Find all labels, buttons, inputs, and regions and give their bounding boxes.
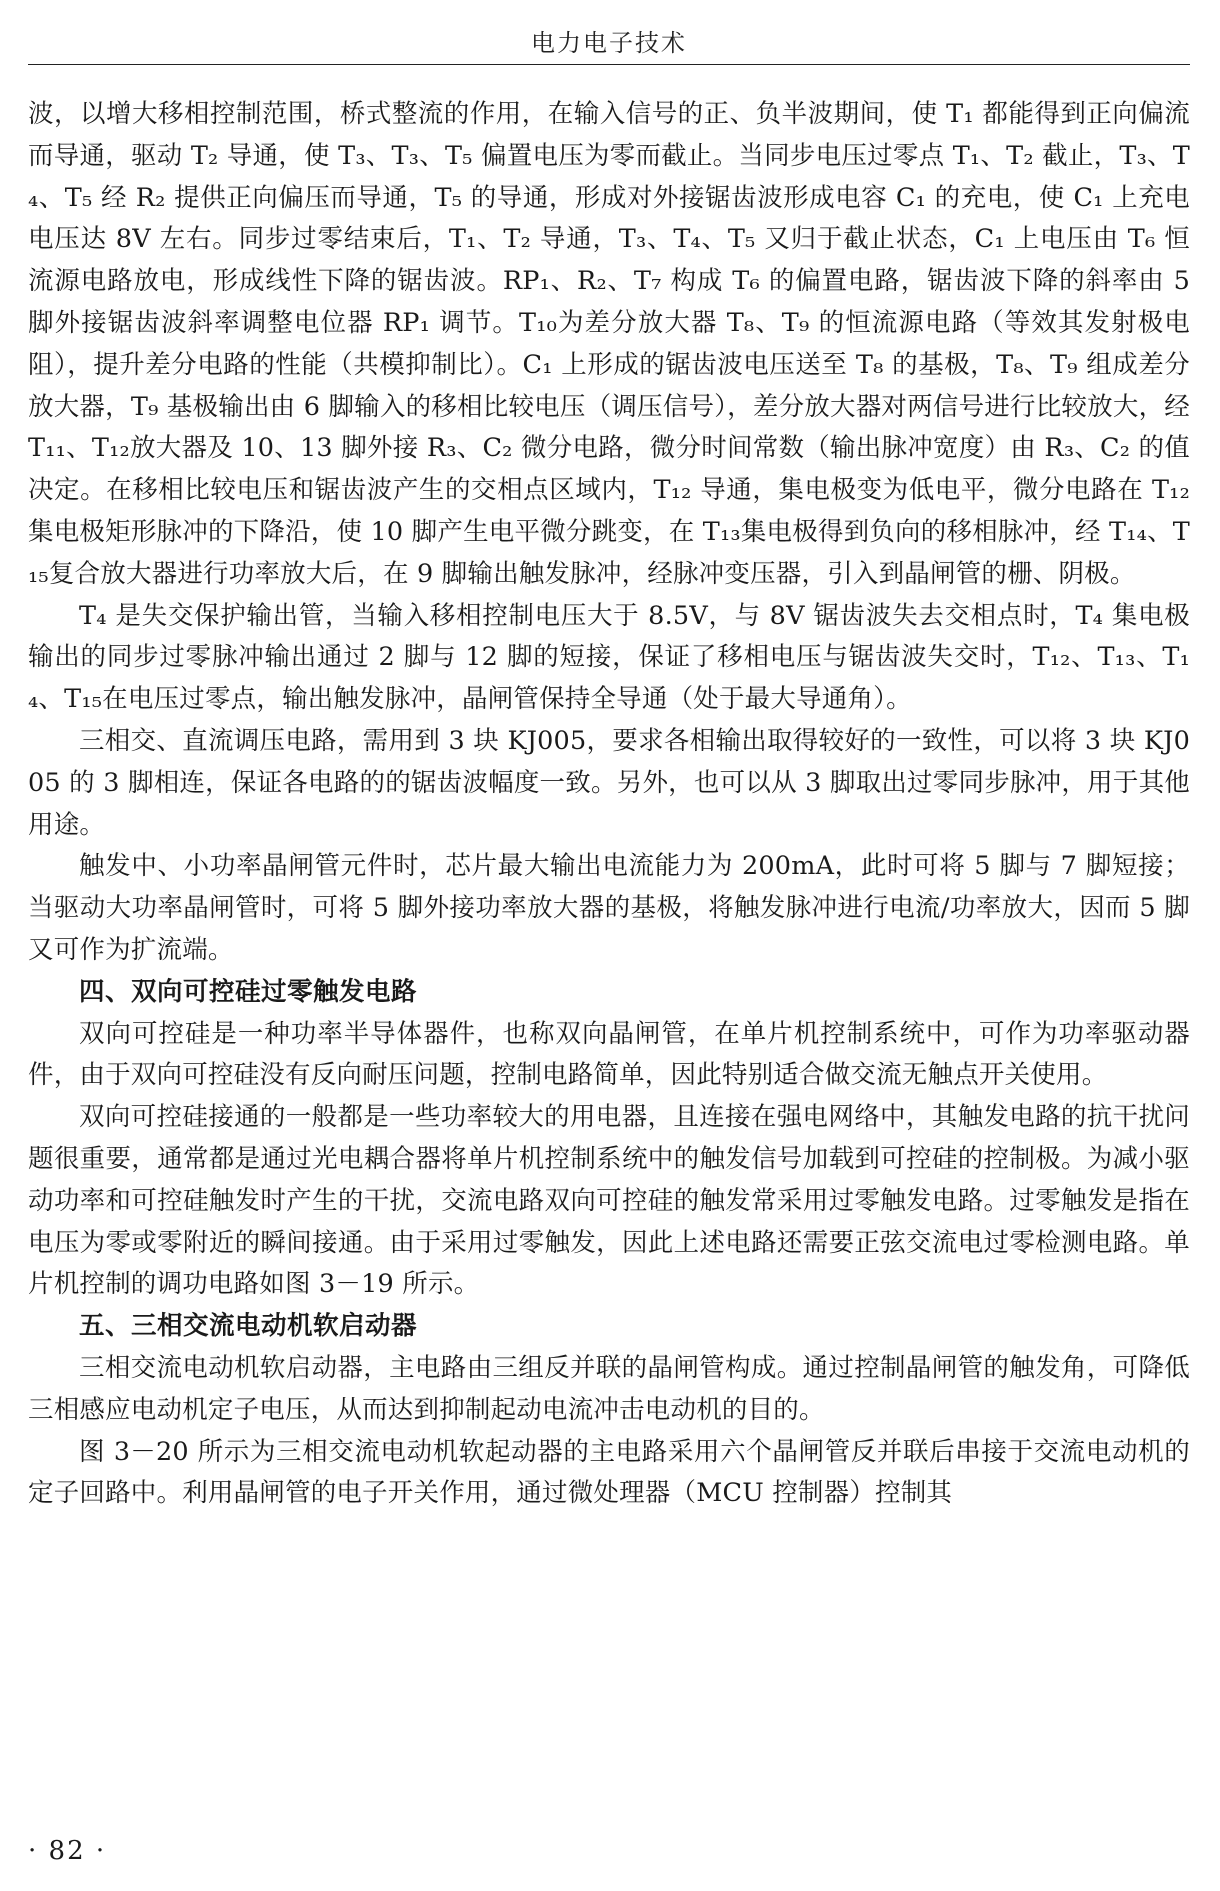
paragraph-three-phase-kj005: 三相交、直流调压电路，需用到 3 块 KJ005，要求各相输出取得较好的一致性，可以将 3 块 KJ005 的 3 脚相连，保证各电路的的锯齿波幅度一致。另外，也可以从 3 脚取出过零同步脉冲，用于其他用途。	[28, 725, 1190, 840]
paragraph-trigger-current: 触发中、小功率晶闸管元件时，芯片最大输出电流能力为 200mA，此时可将 5 脚与 7 脚短接；当驱动大功率晶闸管时，可将 5 脚外接功率放大器的基极，将触发脉冲进行电流/功率放大，因而 5 脚又可作为扩流端。	[28, 851, 1190, 965]
section-heading-soft-starter: 五、三相交流电动机软启动器	[79, 1311, 418, 1342]
paragraph-kj005-circuit-description: 波，以增大移相控制范围，桥式整流的作用，在输入信号的正、负半波期间，使 T₁ 都能得到正向偏流而导通，驱动 T₂ 导通，使 T₃、T₃、T₅ 偏置电压为零而截止。当同步电压过零点 T₁、T₂ 截止，T₃、T₄、T₅ 经 R₂ 提供正向偏压而导通，T₅ 的导通，形成对外接锯齿波形成电容 C₁ 的充电，使 C₁ 上充电电压达 8V 左右。同步过零结束后，T₁、T₂ 导通，T₃、T₄、T₅ 又归于截止状态，C₁ 上电压由 T₆ 恒流源电路放电，形成线性下降的锯齿波。RP₁、R₂、T₇ 构成 T₆ 的偏置电路，锯齿波下降的斜率由 5 脚外接锯齿波斜率调整电位器 RP₁ 调节。T₁₀为差分放大器 T₈、T₉ 的恒流源电路（等效其发射极电阻），提升差分电路的性能（共模抑制比）。C₁ 上形成的锯齿波电压送至 T₈ 的基极，T₈、T₉ 组成差分放大器，T₉ 基极输出由 6 脚输入的移相比较电压（调压信号），差分放大器对两信号进行比较放大，经 T₁₁、T₁₂放大器及 10、13 脚外接 R₃、C₂ 微分电路，微分时间常数（输出脉冲宽度）由 R₃、C₂ 的值决定。在移相比较电压和锯齿波产生的交相点区域内，T₁₂ 导通，集电极变为低电平，微分电路在 T₁₂集电极矩形脉冲的下降沿，使 10 脚产生电平微分跳变，在 T₁₃集电极得到负向的移相脉冲，经 T₁₄、T₁₅复合放大器进行功率放大后，在 9 脚输出触发脉冲，经脉冲变压器，引入到晶闸管的栅、阴极。	[28, 99, 1190, 589]
paragraph-triac-intro: 双向可控硅是一种功率半导体器件，也称双向晶闸管，在单片机控制系统中，可作为功率驱动器件，由于双向可控硅没有反向耐压问题，控制电路简单，因此特别适合做交流无触点开关使用。	[28, 1018, 1190, 1091]
paragraph-t4-protection: T₄ 是失交保护输出管，当输入移相控制电压大于 8.5V，与 8V 锯齿波失去交相点时，T₄ 集电极输出的同步过零脉冲输出通过 2 脚与 12 脚的短接，保证了移相电压与锯齿波失交时，T₁₂、T₁₃、T₁₄、T₁₅在电压过零点，输出触发脉冲，晶闸管保持全导通（处于最大导通角）。	[28, 600, 1190, 715]
running-header-title: 电力电子技术	[531, 29, 687, 57]
page-body	[28, 94, 1190, 1515]
paragraph-soft-starter-main-circuit: 图 3－20 所示为三相交流电动机软起动器的主电路采用六个晶闸管反并联后串接于交流电动机的定子回路中。利用晶闸管的电子开关作用，通过微处理器（MCU 控制器）控制其	[28, 1436, 1190, 1509]
paragraph-soft-starter-intro: 三相交流电动机软启动器，主电路由三组反并联的晶闸管构成。通过控制晶闸管的触发角，可降低三相感应电动机定子电压，从而达到抑制起动电流冲击电动机的目的。	[28, 1352, 1190, 1425]
page-number: · 82 ·	[28, 1836, 107, 1866]
section-heading-triac-zero-crossing: 四、双向可控硅过零触发电路	[79, 976, 418, 1007]
running-header	[28, 26, 1190, 65]
paragraph-triac-trigger: 双向可控硅接通的一般都是一些功率较大的用电器，且连接在强电网络中，其触发电路的抗干扰问题很重要，通常都是通过光电耦合器将单片机控制系统中的触发信号加载到可控硅的控制极。为减小驱动功率和可控硅触发时产生的干扰，交流电路双向可控硅的触发常采用过零触发电路。过零触发是指在电压为零或零附近的瞬间接通。由于采用过零触发，因此上述电路还需要正弦交流电过零检测电路。单片机控制的调功电路如图 3－19 所示。	[28, 1102, 1190, 1300]
